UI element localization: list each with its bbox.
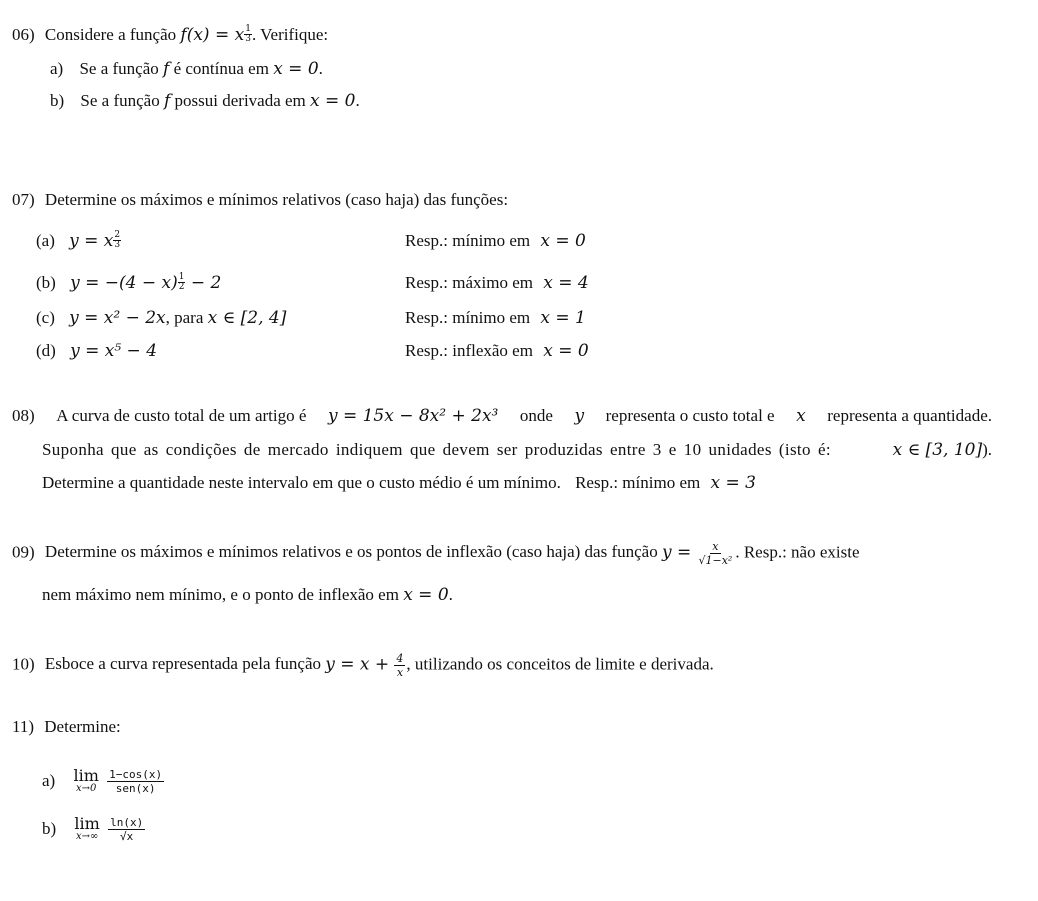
q09-number: 09) bbox=[12, 542, 35, 562]
q08-line3-text: Determine a quantidade neste intervalo em que o custo médio é um mínimo. bbox=[42, 473, 561, 492]
q09-fraction bbox=[696, 541, 734, 566]
q09-resp: . Resp.: não existe bbox=[735, 542, 860, 562]
q08-line2-text: Suponha que as condições de mercado indiquem que devem ser produzidas entre 3 e 10 unidades (isto é: bbox=[42, 440, 831, 459]
q06-b-text: Se a função bbox=[80, 91, 160, 110]
q10-line bbox=[12, 653, 714, 678]
q07-a-exp-den: 3 bbox=[114, 240, 121, 250]
q07-b-label: (b) bbox=[36, 273, 56, 292]
q06-a-text: Se a função bbox=[79, 59, 159, 78]
q07-resp-a-text: Resp.: mínimo em bbox=[405, 231, 531, 250]
q06-exp-den: 3 bbox=[245, 34, 251, 44]
q11-b-fraction bbox=[108, 817, 145, 842]
q07-item-c bbox=[36, 308, 286, 328]
q08-line1-formula: y = 15x − 8x² + 2x³ bbox=[327, 406, 499, 426]
q08-line1-x: x bbox=[796, 406, 806, 426]
q07-a-func-base: y = x bbox=[69, 231, 114, 251]
q09-line1 bbox=[12, 541, 859, 566]
q06-item-b bbox=[50, 91, 360, 111]
q07-resp-b-text: Resp.: máximo em bbox=[405, 273, 533, 292]
q06-intro: Considere a função bbox=[44, 25, 177, 44]
q11-b-num: ln(x) bbox=[110, 815, 144, 829]
q08-ans: x = 3 bbox=[710, 473, 756, 493]
q07-b-exp-den: 2 bbox=[178, 282, 185, 292]
q08-line1-c: representa o custo total e bbox=[605, 406, 775, 425]
q06-a-f: f bbox=[163, 59, 170, 79]
q07-resp-d bbox=[405, 341, 589, 361]
q11-a-fraction bbox=[107, 769, 164, 794]
q11-b-den: √x bbox=[120, 829, 134, 843]
q10-text-b: , utilizando os conceitos de limite e derivada. bbox=[406, 654, 714, 674]
q11-a-den: sen(x) bbox=[115, 781, 156, 795]
q07-d-func: y = x⁵ − 4 bbox=[70, 341, 158, 361]
q11-intro: Determine: bbox=[44, 717, 121, 736]
q11-a-label: a) bbox=[42, 771, 56, 790]
q08-line1-d: representa a quantidade. bbox=[827, 406, 992, 425]
q07-number: 07) bbox=[12, 190, 35, 209]
q10-text-a: Esboce a curva representada pela função bbox=[44, 654, 322, 674]
q11-b-lim: lim bbox=[74, 814, 100, 833]
q06-b-end: . bbox=[355, 91, 360, 110]
q09-line1-text: Determine os máximos e mínimos relativos e os pontos de inflexão (caso haja) das função bbox=[44, 542, 658, 562]
q07-resp-d-text: Resp.: inflexão em bbox=[405, 341, 533, 360]
q07-resp-c-text: Resp.: mínimo em bbox=[405, 308, 531, 327]
q11-line bbox=[12, 717, 121, 737]
q07-b-func-pre: y = −(4 − x) bbox=[70, 273, 178, 293]
q06-suffix: . Verifique: bbox=[251, 25, 329, 44]
q07-b-func bbox=[70, 273, 221, 293]
q10-fraction bbox=[394, 653, 405, 678]
q07-c-func: y = x² − 2x bbox=[69, 308, 166, 328]
q07-b-func-post: − 2 bbox=[185, 273, 222, 293]
q09-frac-den: √1−x² bbox=[698, 554, 733, 567]
q07-d-label: (d) bbox=[36, 341, 56, 360]
q06-a-end: . bbox=[318, 59, 323, 78]
q07-a-exp bbox=[113, 231, 121, 250]
q09-frac-num: x bbox=[712, 540, 719, 553]
q08-line2-end: ). bbox=[982, 440, 992, 459]
q07-intro: Determine os máximos e mínimos relativos (caso haja) das funções: bbox=[44, 190, 509, 209]
q11-item-a bbox=[42, 768, 165, 794]
q09-line2-text: nem máximo nem mínimo, e o ponto de inflexão em bbox=[42, 585, 399, 604]
q11-a-limit bbox=[73, 768, 98, 794]
q08-line1-a: A curva de custo total de um artigo é bbox=[56, 406, 307, 425]
q07-item-d bbox=[36, 341, 157, 361]
q08-number: 08) bbox=[12, 406, 35, 425]
q10-frac-den: x bbox=[396, 666, 404, 679]
q07-resp-a-ans: x = 0 bbox=[540, 231, 586, 251]
q07-resp-b-ans: x = 4 bbox=[543, 273, 589, 293]
q06-formula-lhs: f(x) = x bbox=[180, 25, 245, 45]
q10-func: y = x + bbox=[325, 654, 390, 675]
q07-resp-c bbox=[405, 308, 586, 328]
q06-exponent bbox=[244, 25, 252, 44]
q06-b-mid: possui derivada em bbox=[174, 91, 306, 110]
q07-c-cond: x ∈ [2, 4] bbox=[207, 308, 287, 328]
q11-a-num: 1−cos(x) bbox=[109, 767, 163, 781]
q08-line1-y: y bbox=[574, 406, 585, 426]
q09-func-lhs: y = bbox=[661, 542, 692, 563]
q07-resp-c-ans: x = 1 bbox=[540, 308, 586, 328]
q11-b-label: b) bbox=[42, 819, 57, 838]
q07-line bbox=[12, 190, 508, 210]
q07-a-exp-num: 2 bbox=[114, 230, 121, 240]
q07-a-label: (a) bbox=[36, 231, 55, 250]
q07-b-exp-num: 1 bbox=[178, 272, 185, 282]
q06-number: 06) bbox=[12, 25, 35, 44]
q10-frac-num: 4 bbox=[396, 652, 404, 665]
q07-a-func bbox=[69, 231, 121, 251]
q08-line2-cond: x ∈ [3, 10] bbox=[892, 440, 983, 460]
q06-line bbox=[12, 25, 328, 45]
q06-formula bbox=[180, 25, 252, 45]
q07-item-a bbox=[36, 231, 121, 251]
q06-b-label: b) bbox=[50, 91, 65, 110]
q07-resp-d-ans: x = 0 bbox=[543, 341, 589, 361]
q06-exp-num: 1 bbox=[245, 24, 251, 34]
q08-line1-b: onde bbox=[519, 406, 553, 425]
q07-resp-a bbox=[405, 231, 586, 251]
q11-number: 11) bbox=[12, 717, 35, 736]
q11-b-sub: x→∞ bbox=[75, 831, 99, 842]
q11-b-limit bbox=[74, 816, 99, 842]
q09-end: . bbox=[448, 585, 453, 604]
q08-line1 bbox=[12, 406, 992, 426]
q08-line3 bbox=[42, 473, 756, 493]
q07-c-label: (c) bbox=[36, 308, 55, 327]
q06-a-label: a) bbox=[50, 59, 64, 78]
q08-resp: Resp.: mínimo em bbox=[575, 473, 701, 492]
q10-number: 10) bbox=[12, 654, 35, 674]
q11-a-sub: x→0 bbox=[75, 783, 97, 794]
q07-resp-b bbox=[405, 273, 589, 293]
q06-item-a bbox=[50, 59, 323, 79]
q07-item-b bbox=[36, 273, 221, 293]
q07-c-mid: , para bbox=[165, 308, 204, 327]
q06-a-cond: x = 0 bbox=[273, 59, 319, 79]
q09-ans: x = 0 bbox=[403, 585, 449, 605]
q11-item-b bbox=[42, 816, 146, 842]
q11-a-lim: lim bbox=[73, 766, 99, 785]
q06-b-f: f bbox=[163, 91, 171, 111]
q08-line2 bbox=[42, 440, 992, 460]
q09-line2 bbox=[42, 585, 453, 605]
q06-b-cond: x = 0 bbox=[310, 91, 356, 111]
q06-a-mid: é contínua em bbox=[173, 59, 269, 78]
